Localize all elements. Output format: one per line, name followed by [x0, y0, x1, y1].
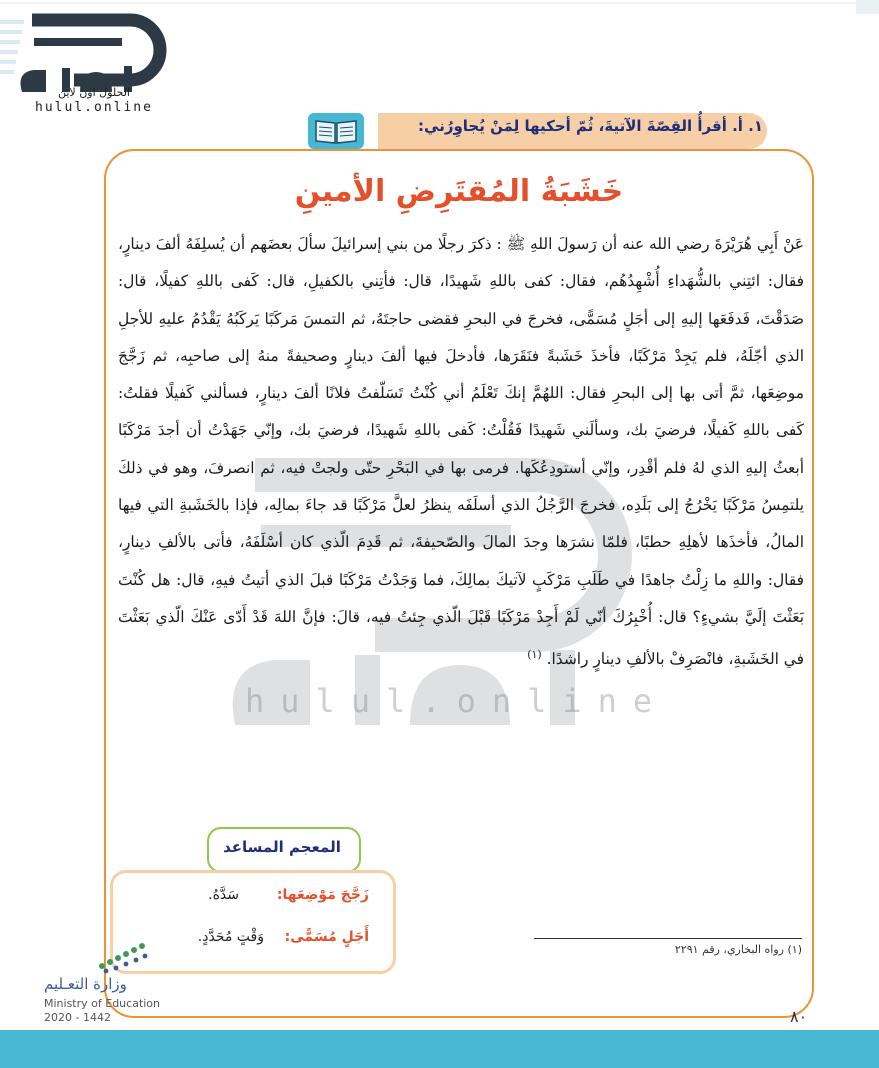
glossary-box: [110, 870, 396, 974]
glossary-title: المعجم المساعد: [223, 838, 341, 856]
logo-arabic-caption: الحلول اون لاين: [58, 86, 130, 99]
story-body-text: عَنْ أَبِي هُرَيْرَةَ رضي الله عنه أن رَسولَ اللهِ ﷺ : ذكرَ رجلًا من بني إسرائيلَ سألَ بعضَهم أن يُسلِفَهُ ألفَ دينارٍ، فقال: ائتِني بالشُّهَداءِ أُشْهِدُهُم، فقال: كفى باللهِ شَهيدًا، قال: فأتِني بالكفيلِ، قال: كَفى باللهِ كفيلًا، قال: صَدَقْتَ، فَدفَعَها إليهِ إلى أجَلٍ مُسَمًّى، فخرجَ في البحرِ فقضى حاجتَهُ، ثم التمسَ مَركَبًا يَركَبُهُ يَقْدُمُ عليهِ للأجلِ الذي أجّلَهُ، فلم يَجِدْ مَرْكَبًا، فأخذَ خَشَبةً فنَقَرَها، فأدخلَ فيها ألفَ دينارٍ وصحيفةً منهُ إلى صاحبِه، ثم زَجَّجَ موضِعَها، ثمَّ أتى بها إلى البحرِ فقال: اللهُمَّ إنكَ تَعْلَمُ أني كُنْتُ تَسَلّفتُ فلانًا ألفَ دينارٍ، فسألني كَفيلًا فقلتُ: كَفى باللهِ كَفيلًا، فرضيَ بك، وسألَني شَهيدًا فَقُلْتُ: كَفى باللهِ شَهيدًا، فرضيَ بك، وإنّي جَهَدْتُ أن أجدَ مَرْكَبًا أبعثُ إليهِ الذي لهُ فلم أقْدِر، وإنّي أستودِعُكَها. فرمى بها في البَحْرِ حتّى ولجتْ فيه، ثم انصرفَ، وهو في ذلكَ يلتمِسُ مَرْكَبًا يَخْرُجُ إلى بَلَدِه، فخرجَ الرَّجُلُ الذي أسلَفَه ينظرُ لعلَّ مَرْكَبًا قد جاءَ بمالِه، فإذا بالخَشَبةِ التي فيها المالُ، فأخذَها لأهلِهِ حطبًا، فلمّا نشرَها وجدَ المالَ والصّحيفةَ، ثم قَدِمَ الّذي كان أسْلَفَهُ، فأتى بالألفِ دينارٍ، فقال: واللهِ ما زِلْتُ جاهدًا في طَلَبِ مَرْكَبٍ لآتيكَ بمالِكَ، فما وَجَدْتُ مَرْكَبًا قبلَ الذي أتيتُ فيهِ، قال: هل كُنْتَ بَعَثْتَ إلَيَّ بشيءٍ؟ قال: أُخْبِرُكَ أنّي لَمْ أَجِدْ مَرْكَبًا قَبْلَ الّذي جِئتُ فيه، قالَ: فإنَّ اللهَ قَدْ أَدّى عَنْكَ الّذي بَعَثْتَ في الخَشَبةِ، فانْصَرِفْ بالألفِ دينارٍ راشدًا.: [117, 235, 804, 669]
page-number: ٨٠: [790, 1007, 808, 1026]
ministry-name-english: Ministry of Education: [44, 997, 161, 1010]
glossary-term: أَجَلٍ مُسَمًّى:: [284, 929, 369, 945]
instruction-text: ١. أ. أقرأُ القِصّةَ الآتيةَ، ثُمّ أحكيها لِمَنْ يُجاوِرُني:: [418, 117, 763, 135]
left-stripe-decoration: [0, 0, 26, 1068]
story-title: خَشَبَةُ المُقتَرِضِ الأمينِ: [294, 174, 624, 209]
logo-caption: hulul.online: [35, 100, 153, 115]
glossary-term: زَجَّجَ مَوْضِعَها:: [276, 887, 369, 903]
bottom-band: [0, 1030, 879, 1068]
glossary-definition: سَدَّهُ.: [208, 887, 239, 903]
top-rule: [0, 2, 879, 4]
story-body: [118, 226, 804, 679]
top-corner-decoration: [856, 0, 879, 14]
ministry-year: 2020 - 1442: [44, 1011, 111, 1024]
ministry-logo: [96, 940, 150, 974]
watermark-caption: hulul.online: [245, 682, 669, 720]
footnote-rule: [534, 938, 802, 939]
footnote-marker: (١): [527, 648, 542, 662]
open-book-icon: [308, 113, 364, 149]
footnote: (١) رواه البخاري، رقم ٢٢٩١: [674, 943, 802, 956]
ministry-name-arabic: وزارة التعـليم: [44, 975, 127, 993]
glossary-definition: وَقْتٍ مُحَدَّدٍ.: [197, 929, 264, 945]
